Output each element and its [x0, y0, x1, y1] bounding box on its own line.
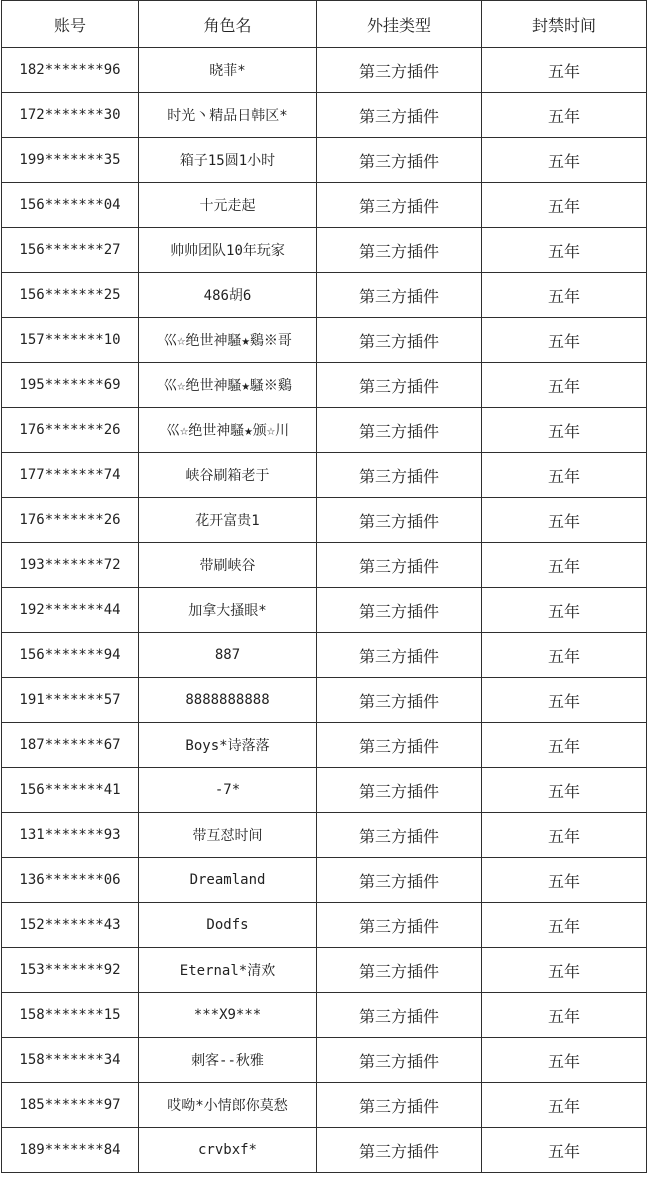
ban-time-cell: 五年 [482, 93, 647, 138]
cheat-type-cell: 第三方插件 [317, 858, 482, 903]
table-row [2, 1083, 647, 1128]
role-name-cell: 带刷峡谷 [139, 543, 317, 588]
header-ban-time: 封禁时间 [482, 1, 647, 48]
cheat-type-cell: 第三方插件 [317, 1128, 482, 1173]
ban-time-cell: 五年 [482, 633, 647, 678]
account-cell: 172*******30 [2, 93, 139, 138]
table-row [2, 273, 647, 318]
role-name-cell: ***X9*** [139, 993, 317, 1038]
table-row [2, 1038, 647, 1083]
table-row [2, 723, 647, 768]
ban-time-cell: 五年 [482, 363, 647, 408]
role-name-cell: 486胡6 [139, 273, 317, 318]
cheat-type-cell: 第三方插件 [317, 543, 482, 588]
table-header [2, 1, 647, 48]
table-row [2, 1128, 647, 1173]
table-row [2, 363, 647, 408]
role-name-cell: 带互怼时间 [139, 813, 317, 858]
account-cell: 158*******34 [2, 1038, 139, 1083]
table-row [2, 228, 647, 273]
table-row [2, 768, 647, 813]
ban-time-cell: 五年 [482, 453, 647, 498]
ban-time-cell: 五年 [482, 183, 647, 228]
account-cell: 153*******92 [2, 948, 139, 993]
table-row [2, 813, 647, 858]
ban-time-cell: 五年 [482, 678, 647, 723]
cheat-type-cell: 第三方插件 [317, 93, 482, 138]
cheat-type-cell: 第三方插件 [317, 948, 482, 993]
cheat-type-cell: 第三方插件 [317, 273, 482, 318]
header-cheat-type: 外挂类型 [317, 1, 482, 48]
ban-time-cell: 五年 [482, 903, 647, 948]
account-cell: 152*******43 [2, 903, 139, 948]
account-cell: 156*******94 [2, 633, 139, 678]
table-row [2, 588, 647, 633]
ban-time-cell: 五年 [482, 318, 647, 363]
cheat-type-cell: 第三方插件 [317, 138, 482, 183]
cheat-type-cell: 第三方插件 [317, 993, 482, 1038]
account-cell: 176*******26 [2, 408, 139, 453]
account-cell: 192*******44 [2, 588, 139, 633]
cheat-type-cell: 第三方插件 [317, 363, 482, 408]
account-cell: 191*******57 [2, 678, 139, 723]
role-name-cell: 峡谷刷箱老于 [139, 453, 317, 498]
account-cell: 156*******25 [2, 273, 139, 318]
header-row [2, 1, 647, 48]
account-cell: 195*******69 [2, 363, 139, 408]
role-name-cell: 巛☆绝世神騷★颁☆川 [139, 408, 317, 453]
cheat-type-cell: 第三方插件 [317, 633, 482, 678]
role-name-cell: 时光丶精品日韩区* [139, 93, 317, 138]
table-row [2, 948, 647, 993]
cheat-type-cell: 第三方插件 [317, 183, 482, 228]
table-row [2, 543, 647, 588]
account-cell: 157*******10 [2, 318, 139, 363]
header-account: 账号 [2, 1, 139, 48]
table-body [2, 48, 647, 1173]
cheat-type-cell: 第三方插件 [317, 813, 482, 858]
cheat-type-cell: 第三方插件 [317, 228, 482, 273]
cheat-type-cell: 第三方插件 [317, 903, 482, 948]
cheat-type-cell: 第三方插件 [317, 318, 482, 363]
role-name-cell: 哎呦*小情郎你莫愁 [139, 1083, 317, 1128]
account-cell: 199*******35 [2, 138, 139, 183]
account-cell: 187*******67 [2, 723, 139, 768]
role-name-cell: 花开富贵1 [139, 498, 317, 543]
account-cell: 182*******96 [2, 48, 139, 93]
account-cell: 189*******84 [2, 1128, 139, 1173]
cheat-type-cell: 第三方插件 [317, 588, 482, 633]
ban-time-cell: 五年 [482, 993, 647, 1038]
account-cell: 156*******41 [2, 768, 139, 813]
role-name-cell: 巛☆绝世神騷★鷄※哥 [139, 318, 317, 363]
ban-time-cell: 五年 [482, 543, 647, 588]
ban-time-cell: 五年 [482, 138, 647, 183]
table-row [2, 318, 647, 363]
role-name-cell: crvbxf* [139, 1128, 317, 1173]
ban-time-cell: 五年 [482, 948, 647, 993]
account-cell: 176*******26 [2, 498, 139, 543]
cheat-type-cell: 第三方插件 [317, 1083, 482, 1128]
role-name-cell: Eternal*清欢 [139, 948, 317, 993]
cheat-type-cell: 第三方插件 [317, 678, 482, 723]
ban-time-cell: 五年 [482, 228, 647, 273]
table-row [2, 633, 647, 678]
account-cell: 193*******72 [2, 543, 139, 588]
ban-time-cell: 五年 [482, 768, 647, 813]
account-cell: 131*******93 [2, 813, 139, 858]
role-name-cell: 8888888888 [139, 678, 317, 723]
ban-time-cell: 五年 [482, 1128, 647, 1173]
ban-time-cell: 五年 [482, 588, 647, 633]
ban-time-cell: 五年 [482, 273, 647, 318]
role-name-cell: 箱子15圆1小时 [139, 138, 317, 183]
role-name-cell: 帅帅团队10年玩家 [139, 228, 317, 273]
header-role-name: 角色名 [139, 1, 317, 48]
role-name-cell: Dodfs [139, 903, 317, 948]
role-name-cell: 加拿大搔眼* [139, 588, 317, 633]
role-name-cell: Boys*诗落落 [139, 723, 317, 768]
role-name-cell: 巛☆绝世神騷★騷※鷄 [139, 363, 317, 408]
role-name-cell: 887 [139, 633, 317, 678]
ban-time-cell: 五年 [482, 498, 647, 543]
table-row [2, 903, 647, 948]
role-name-cell: 晓菲* [139, 48, 317, 93]
role-name-cell: Dreamland [139, 858, 317, 903]
account-cell: 177*******74 [2, 453, 139, 498]
ban-time-cell: 五年 [482, 1038, 647, 1083]
table-row [2, 183, 647, 228]
role-name-cell: -7* [139, 768, 317, 813]
table-row [2, 498, 647, 543]
cheat-type-cell: 第三方插件 [317, 48, 482, 93]
table-row [2, 138, 647, 183]
cheat-type-cell: 第三方插件 [317, 1038, 482, 1083]
account-cell: 156*******04 [2, 183, 139, 228]
cheat-type-cell: 第三方插件 [317, 453, 482, 498]
ban-time-cell: 五年 [482, 858, 647, 903]
table-row [2, 678, 647, 723]
ban-time-cell: 五年 [482, 408, 647, 453]
cheat-type-cell: 第三方插件 [317, 723, 482, 768]
ban-time-cell: 五年 [482, 1083, 647, 1128]
account-cell: 185*******97 [2, 1083, 139, 1128]
table-row [2, 453, 647, 498]
role-name-cell: 刺客--秋雅 [139, 1038, 317, 1083]
account-cell: 136*******06 [2, 858, 139, 903]
table-row [2, 993, 647, 1038]
cheat-type-cell: 第三方插件 [317, 768, 482, 813]
account-cell: 156*******27 [2, 228, 139, 273]
ban-time-cell: 五年 [482, 48, 647, 93]
cheat-type-cell: 第三方插件 [317, 408, 482, 453]
ban-time-cell: 五年 [482, 723, 647, 768]
table-row [2, 48, 647, 93]
cheat-type-cell: 第三方插件 [317, 498, 482, 543]
table-row [2, 858, 647, 903]
ban-list-table [1, 0, 647, 1173]
role-name-cell: 十元走起 [139, 183, 317, 228]
table-row [2, 93, 647, 138]
ban-time-cell: 五年 [482, 813, 647, 858]
account-cell: 158*******15 [2, 993, 139, 1038]
table-row [2, 408, 647, 453]
